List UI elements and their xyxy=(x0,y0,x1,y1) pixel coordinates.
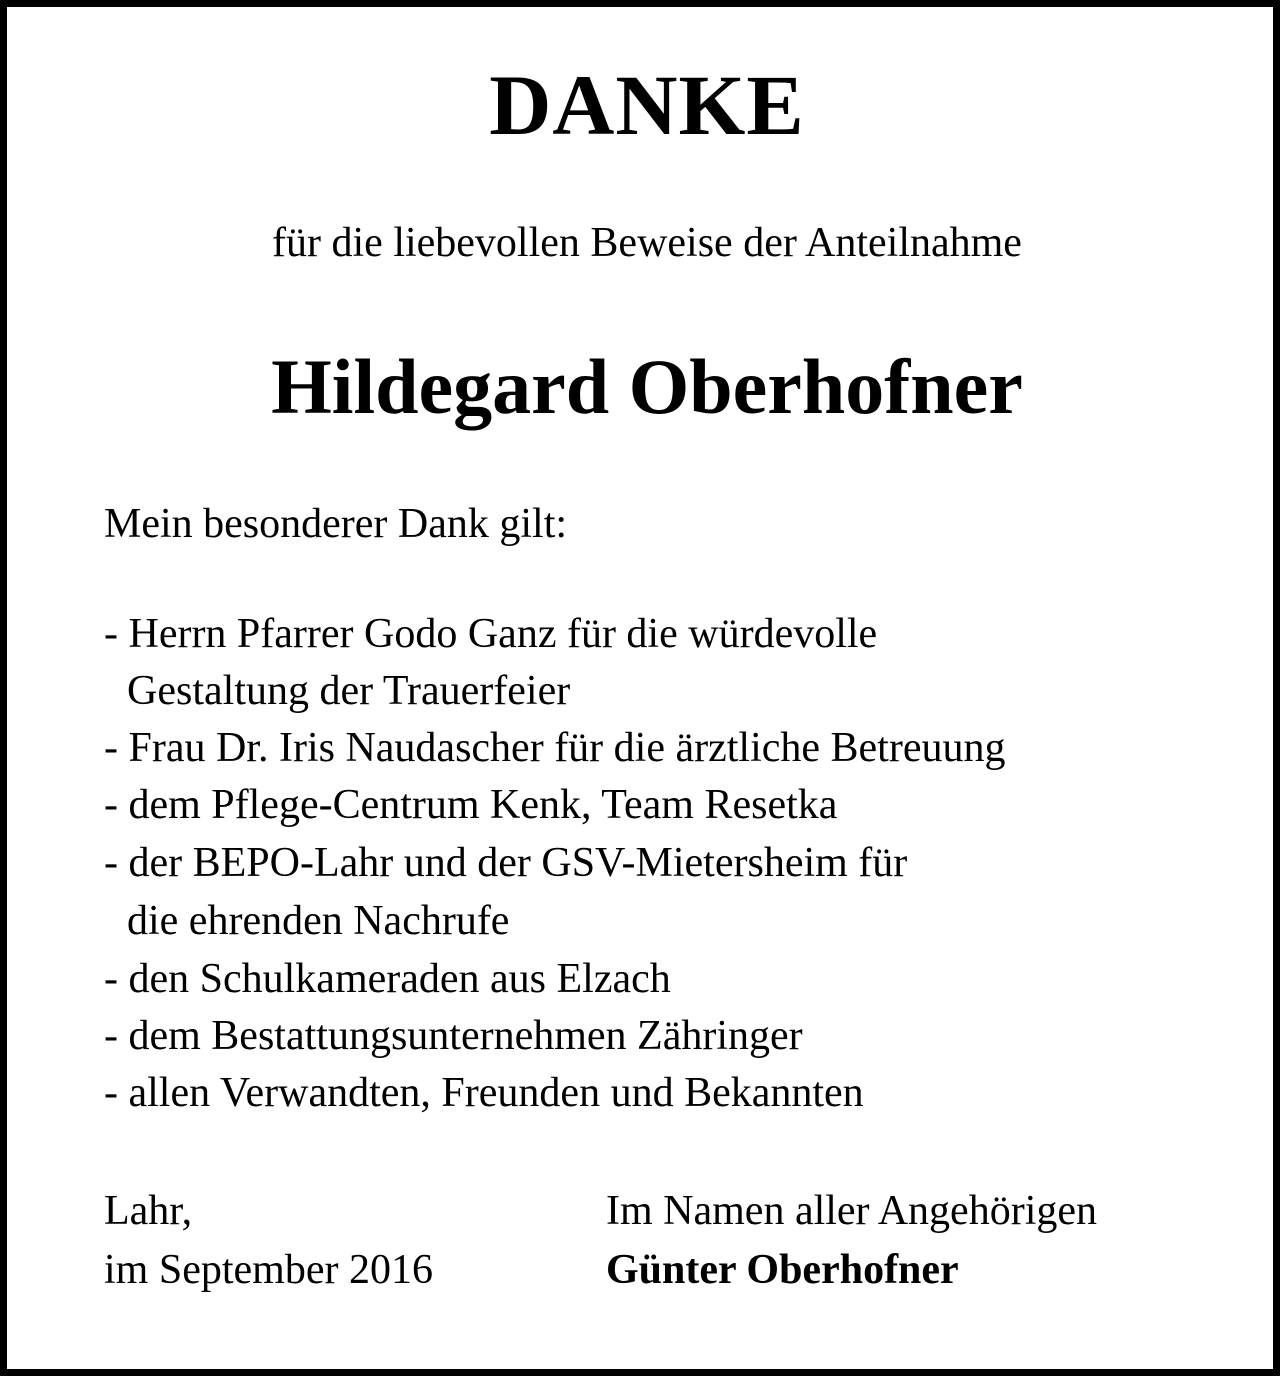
thanks-line: - Herrn Pfarrer Godo Ganz für die würdevolle xyxy=(104,611,878,657)
thanks-line: - der BEPO-Lahr und der GSV-Mietersheim für xyxy=(104,840,908,886)
date: im September 2016 xyxy=(104,1247,433,1293)
thanks-line: - allen Verwandten, Freunden und Bekannten xyxy=(104,1070,864,1116)
thanks-line: - Frau Dr. Iris Naudascher für die ärztliche Betreuung xyxy=(104,725,1006,771)
on-behalf-text: Im Namen aller Angehörigen xyxy=(606,1188,1097,1234)
place: Lahr, xyxy=(104,1188,193,1234)
thanks-line: - den Schulkameraden aus Elzach xyxy=(104,956,671,1002)
thanks-line: Gestaltung der Trauerfeier xyxy=(127,668,571,714)
thanks-line: - dem Bestattungsunternehmen Zähringer xyxy=(104,1013,803,1059)
notice-subtitle: für die liebevollen Beweise der Anteilnahme xyxy=(272,220,1022,266)
thanks-line: - dem Pflege-Centrum Kenk, Team Resetka xyxy=(104,782,838,828)
thanks-intro: Mein besonderer Dank gilt: xyxy=(104,501,568,547)
signatory-name: Günter Oberhofner xyxy=(606,1247,959,1293)
thanks-line: die ehrenden Nachrufe xyxy=(127,898,510,944)
notice-title: DANKE xyxy=(489,57,805,153)
deceased-name: Hildegard Oberhofner xyxy=(271,343,1023,430)
